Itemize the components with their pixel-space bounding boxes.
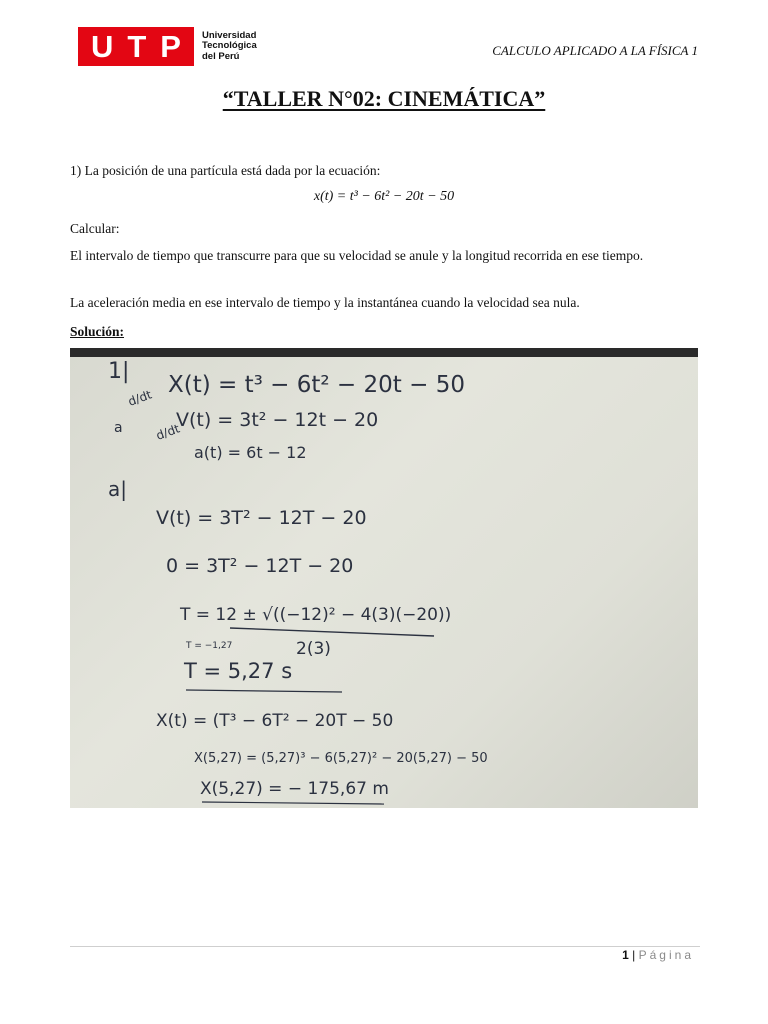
handwritten-solution-photo (70, 348, 698, 808)
logo-letter-p: P (160, 29, 181, 64)
logo-university-name (202, 31, 257, 63)
solution-label: Solución: (70, 324, 125, 339)
problem-item-1: El intervalo de tiempo que transcurre para que su velocidad se anule y la longitud recorrida en ese tiempo. (70, 248, 644, 263)
logo-line-3: del Perú (202, 50, 240, 62)
hw-underline-2 (202, 802, 384, 804)
utp-logo (78, 27, 257, 66)
hw-number: 1| (108, 359, 130, 384)
logo-line-1: Universidad (202, 29, 257, 41)
hw-line-10: X(5,27) = − 175,67 m (200, 779, 389, 799)
problem-item-2: La aceleración media en ese intervalo de tiempo y la instantánea cuando la velocidad sea nula. (70, 295, 580, 310)
hw-line-6: T = 12 ± √((−12)² − 4(3)(−20)) (180, 605, 452, 625)
hw-line-3: a(t) = 6t − 12 (194, 443, 307, 462)
hw-deriv-1: d/dt (126, 387, 154, 409)
hw-line-5: 0 = 3T² − 12T − 20 (166, 555, 354, 577)
page-footer (622, 948, 694, 962)
handwriting-svg (70, 348, 698, 808)
hw-line-9: X(5,27) = (5,27)³ − 6(5,27)² − 20(5,27) − 50 (194, 751, 488, 766)
document-title (0, 86, 768, 112)
course-header: CALCULO APLICADO A LA FÍSICA 1 (492, 43, 698, 58)
problem-statement: 1) La posición de una partícula está dada por la ecuación: (70, 163, 381, 178)
hw-line-4: V(t) = 3T² − 12T − 20 (156, 507, 367, 529)
hw-line-2: V(t) = 3t² − 12t − 20 (176, 409, 379, 431)
footer-separator: | (628, 948, 639, 962)
logo-letter-t: T (127, 29, 147, 64)
hw-line-7: T = 5,27 s (184, 659, 293, 683)
footer-divider (70, 946, 700, 947)
logo-line-2: Tecnológica (202, 40, 257, 52)
hw-deriv-2: d/dt (154, 421, 182, 443)
hw-line-8: X(t) = (T³ − 6T² − 20T − 50 (156, 711, 394, 731)
logo-letter-u: U (90, 29, 114, 64)
hw-line-1: X(t) = t³ − 6t² − 20t − 50 (168, 372, 465, 398)
hw-line-6-denominator: 2(3) (296, 639, 331, 659)
calculate-label: Calcular: (70, 221, 120, 236)
utp-logo-box (78, 27, 194, 66)
document-title-text: “TALLER N°02: CINEMÁTICA” (222, 86, 546, 111)
hw-line-6-small: T = −1,27 (186, 641, 233, 651)
hw-a-mark: a (114, 420, 123, 436)
hw-underline-1 (186, 690, 342, 692)
page-word: Página (638, 948, 694, 962)
position-equation: x(t) = t³ − 6t² − 20t − 50 (313, 189, 455, 204)
hw-a-label: a| (108, 477, 127, 501)
hw-fraction-bar (230, 628, 434, 636)
page-number: 1 (622, 948, 629, 962)
